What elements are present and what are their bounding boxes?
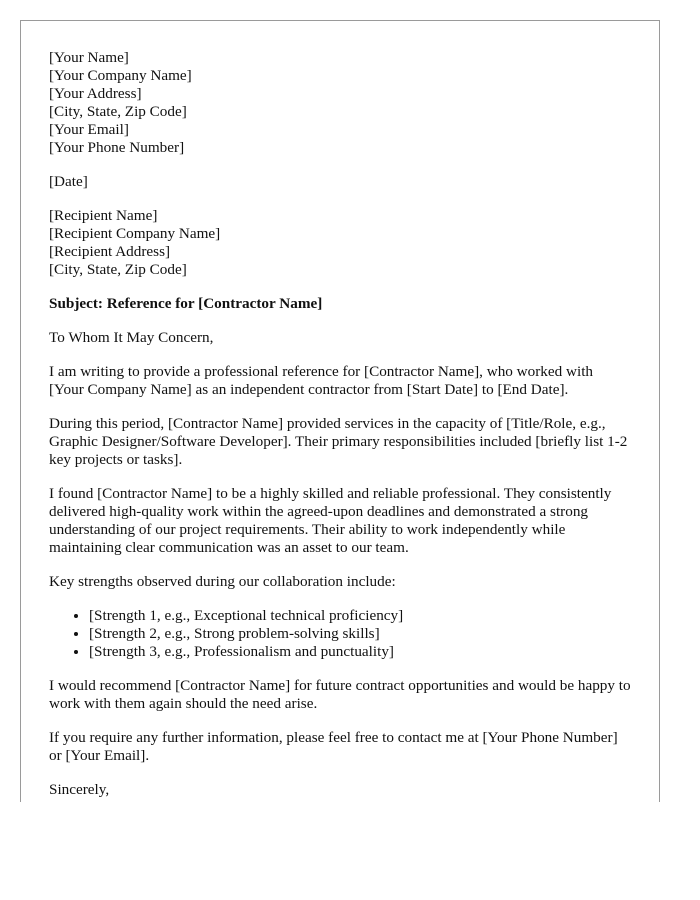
closing-paragraph: If you require any further information, please feel free to contact me at [Your Phone Number] or [Your Email]. <box>49 729 618 764</box>
recipient-address: [Recipient Address] <box>49 243 171 260</box>
recipient-city-state-zip: [City, State, Zip Code] <box>49 261 187 278</box>
body-paragraph: I am writing to provide a professional reference for [Contractor Name], who worked with [Your Company Name] as an independent contractor from [Start Date] to [End Date]. <box>49 363 594 398</box>
body-paragraph: Key strengths observed during our collaboration include: <box>49 573 396 590</box>
body-paragraph: During this period, [Contractor Name] provided services in the capacity of [Title/Role, e.g., Graphic Designer/Software Developer]. Their primary responsibilities included [briefly list 1-2 key projects or tasks]. <box>49 415 628 468</box>
sender-company: [Your Company Name] <box>49 67 192 84</box>
strength-item: • [Strength 1, e.g., Exceptional technical proficiency] <box>89 607 631 625</box>
signoff: Sincerely, <box>49 781 110 798</box>
salutation: To Whom It May Concern, <box>49 329 214 346</box>
recipient-company: [Recipient Company Name] <box>49 225 221 242</box>
letter-page <box>20 20 660 802</box>
closing-paragraph: I would recommend [Contractor Name] for future contract opportunities and would be happy to work with them again should the need arise. <box>49 677 631 712</box>
sender-email: [Your Email] <box>49 121 129 138</box>
sender-block <box>49 49 631 157</box>
subject-line: Subject: Reference for [Contractor Name] <box>49 295 323 312</box>
sender-name: [Your Name] <box>49 49 129 66</box>
strength-item: • [Strength 3, e.g., Professionalism and punctuality] <box>89 643 631 661</box>
sender-phone: [Your Phone Number] <box>49 139 185 156</box>
recipient-name: [Recipient Name] <box>49 207 158 224</box>
strength-item: • [Strength 2, e.g., Strong problem-solving skills] <box>89 625 631 643</box>
sender-address: [Your Address] <box>49 85 142 102</box>
letter-date: [Date] <box>49 173 88 190</box>
recipient-block <box>49 207 631 279</box>
body-paragraph: I found [Contractor Name] to be a highly skilled and reliable professional. They consistently delivered high-quality work within the agreed-upon deadlines and demonstrated a strong understanding of our project requirements. Their ability to work independently while maintaining clear communication was an asset to our team. <box>49 485 612 556</box>
strengths-list <box>49 607 631 661</box>
sender-city-state-zip: [City, State, Zip Code] <box>49 103 187 120</box>
